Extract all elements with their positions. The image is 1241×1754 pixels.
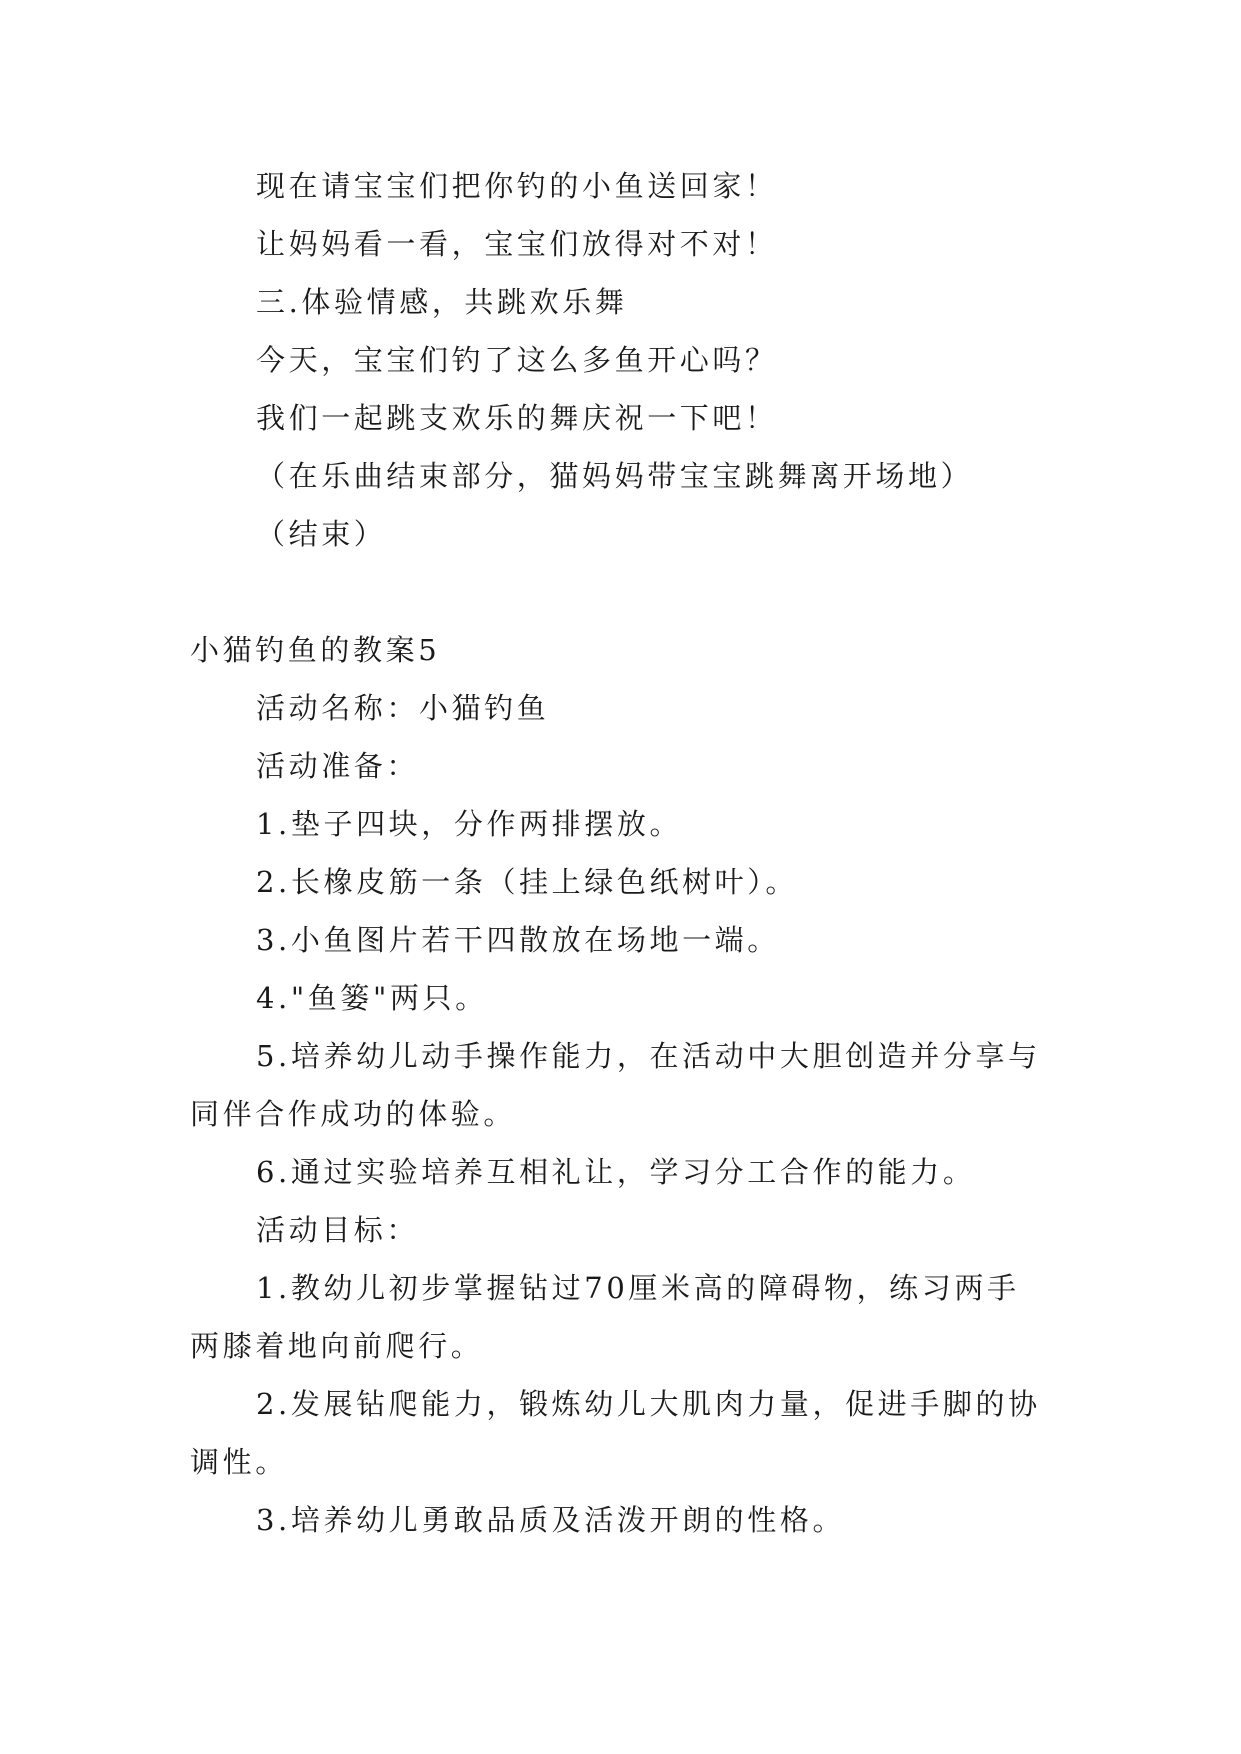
paragraph-line: （在乐曲结束部分，猫妈妈带宝宝跳舞离开场地）	[256, 459, 974, 493]
goal-item: 2.发展钻爬能力，锻炼幼儿大肌肉力量，促进手脚的协	[256, 1387, 1041, 1421]
prep-item: 5.培养幼儿动手操作能力，在活动中大胆创造并分享与	[256, 1039, 1041, 1073]
paragraph-line: 现在请宝宝们把你钓的小鱼送回家！	[256, 169, 778, 203]
prep-item: 2.长橡皮筋一条（挂上绿色纸树叶）。	[256, 865, 798, 899]
section-heading: 小猫钓鱼的教案5	[190, 633, 441, 667]
prep-item: 1.垫子四块，分作两排摆放。	[256, 807, 683, 841]
paragraph-line: 我们一起跳支欢乐的舞庆祝一下吧！	[256, 401, 778, 435]
goal-item-continued: 调性。	[190, 1445, 288, 1479]
goal-heading: 活动目标：	[256, 1213, 420, 1247]
paragraph-line: 今天，宝宝们钓了这么多鱼开心吗？	[256, 343, 778, 377]
prep-item: 3.小鱼图片若干四散放在场地一端。	[256, 923, 780, 957]
goal-item: 3.培养幼儿勇敢品质及活泼开朗的性格。	[256, 1503, 846, 1537]
activity-name: 活动名称：小猫钓鱼	[256, 691, 550, 725]
prep-item: 6.通过实验培养互相礼让，学习分工合作的能力。	[256, 1155, 976, 1189]
prep-item-continued: 同伴合作成功的体验。	[190, 1097, 517, 1131]
goal-item: 1.教幼儿初步掌握钻过70厘米高的障碍物，练习两手	[256, 1271, 1020, 1305]
goal-item-continued: 两膝着地向前爬行。	[190, 1329, 484, 1363]
paragraph-line: （结束）	[256, 517, 387, 551]
paragraph-line: 让妈妈看一看，宝宝们放得对不对！	[256, 227, 778, 261]
section-subheading: 三.体验情感，共跳欢乐舞	[256, 285, 628, 319]
prep-heading: 活动准备：	[256, 749, 420, 783]
prep-item: 4."鱼篓"两只。	[256, 981, 488, 1015]
